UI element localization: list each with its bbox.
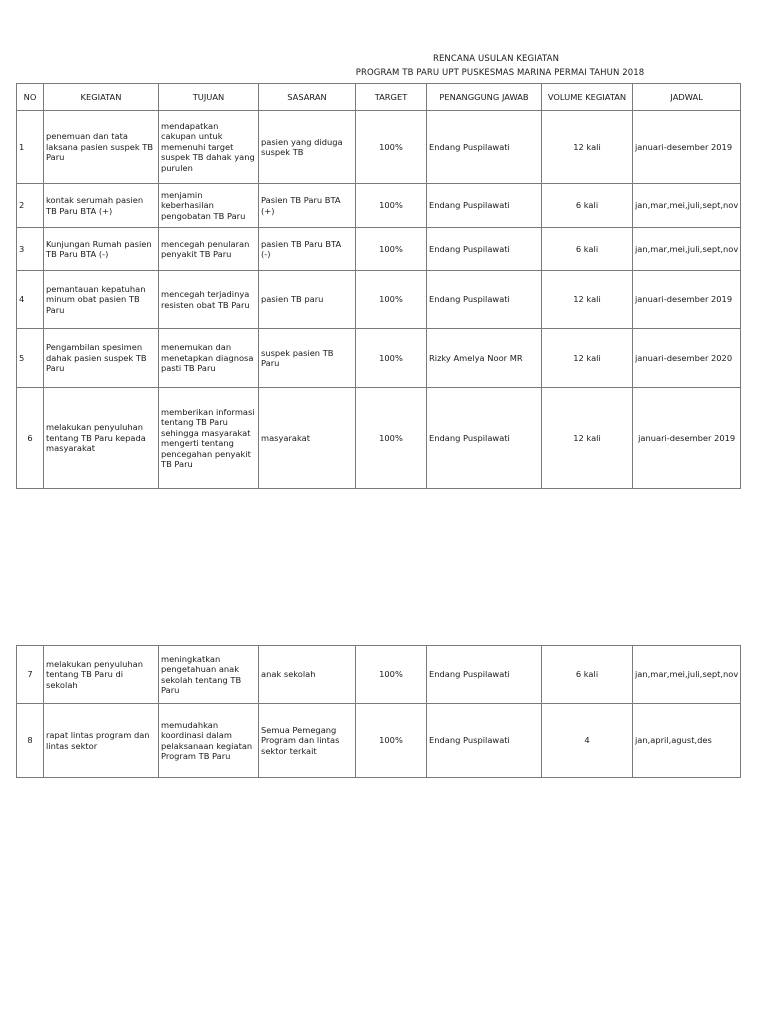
table-header-row bbox=[17, 84, 741, 111]
column-header-tujuan: TUJUAN bbox=[159, 84, 259, 111]
activity-table-continued bbox=[16, 645, 741, 778]
cell-kegiatan: rapat lintas program dan lintas sektor bbox=[44, 704, 159, 778]
cell-sasaran: Semua Pemegang Program dan lintas sektor terkait bbox=[259, 704, 356, 778]
cell-kegiatan: melakukan penyuluhan tentang TB Paru di sekolah bbox=[44, 646, 159, 704]
cell-sasaran: Pasien TB Paru BTA (+) bbox=[259, 184, 356, 228]
column-header-volume: VOLUME KEGIATAN bbox=[542, 84, 633, 111]
activity-table bbox=[16, 83, 741, 489]
cell-no: 3 bbox=[17, 228, 44, 271]
cell-penanggung-jawab: Endang Puspilawati bbox=[427, 271, 542, 329]
column-header-penanggung-jawab: PENANGGUNG JAWAB bbox=[427, 84, 542, 111]
cell-sasaran: pasien TB paru bbox=[259, 271, 356, 329]
cell-volume: 12 kali bbox=[542, 329, 633, 388]
cell-target: 100% bbox=[356, 184, 427, 228]
cell-penanggung-jawab: Endang Puspilawati bbox=[427, 228, 542, 271]
cell-no: 1 bbox=[17, 111, 44, 184]
column-header-target: TARGET bbox=[356, 84, 427, 111]
cell-tujuan: memberikan informasi tentang TB Paru sehingga masyarakat mengerti tentang pencegahan penyakit TB Paru bbox=[159, 388, 259, 489]
cell-volume: 6 kali bbox=[542, 646, 633, 704]
cell-jadwal: jan,mar,mei,juli,sept,nov bbox=[633, 228, 741, 271]
cell-kegiatan: pemantauan kepatuhan minum obat pasien TB Paru bbox=[44, 271, 159, 329]
cell-kegiatan: Pengambilan spesimen dahak pasien suspek TB Paru bbox=[44, 329, 159, 388]
cell-sasaran: suspek pasien TB Paru bbox=[259, 329, 356, 388]
cell-tujuan: mendapatkan cakupan untuk memenuhi target suspek TB dahak yang purulen bbox=[159, 111, 259, 184]
cell-sasaran: pasien TB Paru BTA (-) bbox=[259, 228, 356, 271]
cell-target: 100% bbox=[356, 111, 427, 184]
cell-kegiatan: penemuan dan tata laksana pasien suspek TB Paru bbox=[44, 111, 159, 184]
cell-jadwal: jan,mar,mei,juli,sept,nov bbox=[633, 184, 741, 228]
cell-target: 100% bbox=[356, 388, 427, 489]
cell-volume: 12 kali bbox=[542, 111, 633, 184]
cell-volume: 12 kali bbox=[542, 388, 633, 489]
cell-tujuan: mencegah terjadinya resisten obat TB Paru bbox=[159, 271, 259, 329]
table-row bbox=[17, 184, 741, 228]
cell-tujuan: menjamin keberhasilan pengobatan TB Paru bbox=[159, 184, 259, 228]
cell-volume: 4 bbox=[542, 704, 633, 778]
cell-jadwal: januari-desember 2020 bbox=[633, 329, 741, 388]
column-header-kegiatan: KEGIATAN bbox=[44, 84, 159, 111]
cell-no: 7 bbox=[17, 646, 44, 704]
cell-tujuan: menemukan dan menetapkan diagnosa pasti TB Paru bbox=[159, 329, 259, 388]
cell-jadwal: jan,mar,mei,juli,sept,nov bbox=[633, 646, 741, 704]
column-header-sasaran: SASARAN bbox=[259, 84, 356, 111]
cell-tujuan: mencegah penularan penyakit TB Paru bbox=[159, 228, 259, 271]
document-subtitle: PROGRAM TB PARU UPT PUSKESMAS MARINA PERMAI TAHUN 2018 bbox=[355, 68, 645, 78]
table-row bbox=[17, 111, 741, 184]
cell-volume: 6 kali bbox=[542, 228, 633, 271]
cell-volume: 6 kali bbox=[542, 184, 633, 228]
cell-no: 2 bbox=[17, 184, 44, 228]
cell-sasaran: anak sekolah bbox=[259, 646, 356, 704]
table-row bbox=[17, 228, 741, 271]
cell-penanggung-jawab: Endang Puspilawati bbox=[427, 646, 542, 704]
cell-penanggung-jawab: Endang Puspilawati bbox=[427, 111, 542, 184]
cell-target: 100% bbox=[356, 646, 427, 704]
table-row bbox=[17, 704, 741, 778]
column-header-jadwal: JADWAL bbox=[633, 84, 741, 111]
cell-jadwal: jan,april,agust,des bbox=[633, 704, 741, 778]
cell-jadwal: januari-desember 2019 bbox=[633, 388, 741, 489]
cell-tujuan: memudahkan koordinasi dalam pelaksanaan kegiatan Program TB Paru bbox=[159, 704, 259, 778]
cell-target: 100% bbox=[356, 271, 427, 329]
cell-target: 100% bbox=[356, 704, 427, 778]
cell-kegiatan: Kunjungan Rumah pasien TB Paru BTA (-) bbox=[44, 228, 159, 271]
cell-penanggung-jawab: Endang Puspilawati bbox=[427, 184, 542, 228]
cell-no: 4 bbox=[17, 271, 44, 329]
cell-target: 100% bbox=[356, 329, 427, 388]
cell-kegiatan: kontak serumah pasien TB Paru BTA (+) bbox=[44, 184, 159, 228]
cell-penanggung-jawab: Rizky Amelya Noor MR bbox=[427, 329, 542, 388]
cell-sasaran: masyarakat bbox=[259, 388, 356, 489]
cell-no: 6 bbox=[17, 388, 44, 489]
table-row bbox=[17, 271, 741, 329]
cell-jadwal: januari-desember 2019 bbox=[633, 271, 741, 329]
table-row bbox=[17, 646, 741, 704]
cell-target: 100% bbox=[356, 228, 427, 271]
cell-tujuan: meningkatkan pengetahuan anak sekolah tentang TB Paru bbox=[159, 646, 259, 704]
cell-sasaran: pasien yang diduga suspek TB bbox=[259, 111, 356, 184]
cell-penanggung-jawab: Endang Puspilawati bbox=[427, 388, 542, 489]
document-title: RENCANA USULAN KEGIATAN bbox=[432, 54, 560, 64]
column-header-no: NO bbox=[17, 84, 44, 111]
table-row bbox=[17, 329, 741, 388]
table-row bbox=[17, 388, 741, 489]
cell-kegiatan: melakukan penyuluhan tentang TB Paru kepada masyarakat bbox=[44, 388, 159, 489]
cell-no: 8 bbox=[17, 704, 44, 778]
cell-no: 5 bbox=[17, 329, 44, 388]
cell-penanggung-jawab: Endang Puspilawati bbox=[427, 704, 542, 778]
cell-jadwal: januari-desember 2019 bbox=[633, 111, 741, 184]
cell-volume: 12 kali bbox=[542, 271, 633, 329]
